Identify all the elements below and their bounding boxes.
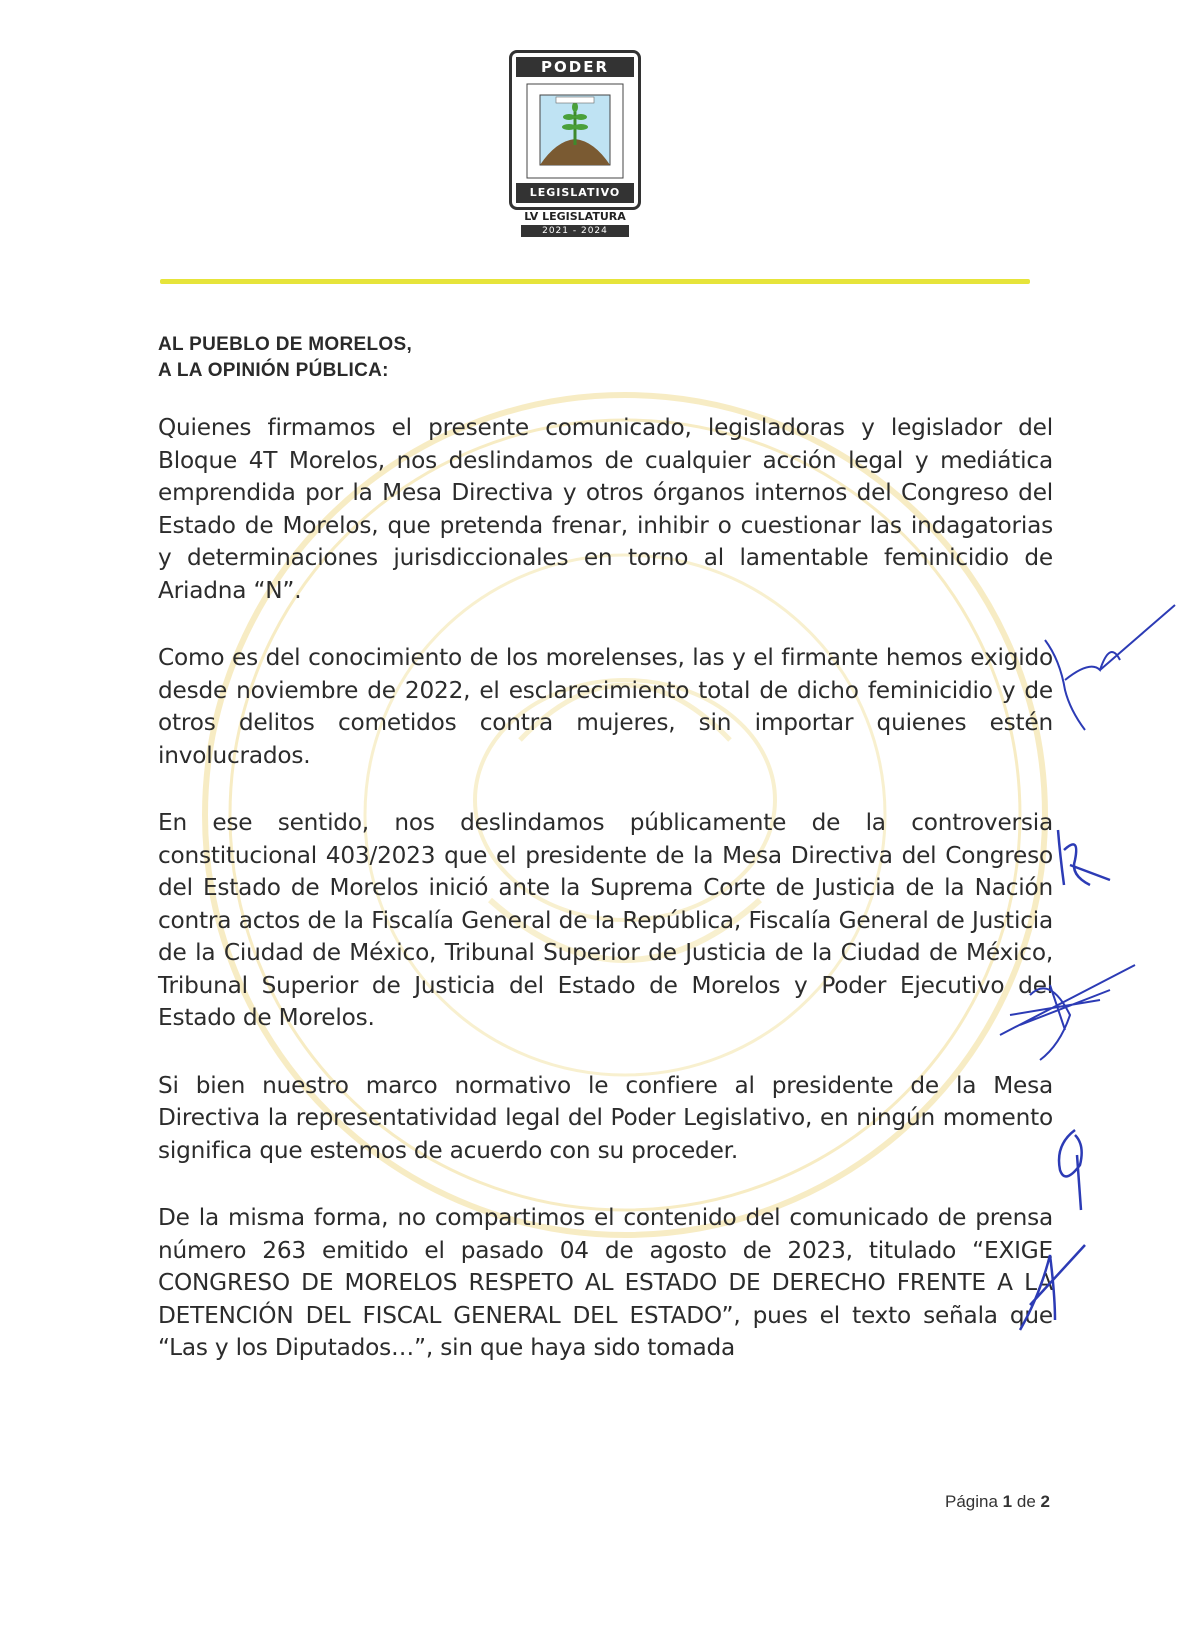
signature-5 bbox=[1010, 1235, 1090, 1335]
paragraph-5: De la misma forma, no compartimos el contenido del comunicado de prensa número 263 emitido el pasado 04 de agosto de 2023, titulado “EXIGE CONGRESO DE MORELOS RESPETO AL ESTADO DE DERECHO FRENTE A LA DETENCIÓN DEL FISCAL GENERAL DEL ESTADO”, pues el texto señala que “Las y los Diputados…”, sin que haya sido tomada bbox=[158, 1204, 1053, 1361]
logo-bottom-label: LEGISLATIVO bbox=[516, 183, 634, 203]
paragraph-1: Quienes firmamos el presente comunicado, legisladoras y legislador del Bloque 4T Morelos, nos deslindamos de cualquier acción legal y mediática emprendida por la Mesa Directiva y otros órganos internos del Congreso del Estado de Morelos, que pretenda frenar, inhibir o cuestionar las indagatorias y determinaciones jurisdiccionales en torno al lamentable feminicidio de Ariadna “N”. bbox=[158, 414, 1053, 604]
logo-top-label: PODER bbox=[516, 57, 634, 77]
paragraph-4: Si bien nuestro marco normativo le confiere al presidente de la Mesa Directiva la representatividad legal del Poder Legislativo, en ningún momento significa que estemos de acuerdo con su proceder. bbox=[158, 1071, 1053, 1164]
legislature-label: LV LEGISLATURA bbox=[524, 210, 626, 223]
logo-seal-icon bbox=[526, 83, 624, 179]
paragraph-3: En ese sentido, nos deslindamos públicamente de la controversia constitucional 403/2023 que el presidente de la Mesa Directiva del Congreso del Estado de Morelos inició ante la Suprema Corte de Justicia de la Nación contra actos de la Fiscalía General de la República, Fiscalía General de Justicia de la Ciudad de México, Tribunal Superior de Justicia de la Ciudad de México, Tribunal Superior de Justicia del Estado de Morelos y Poder Ejecutivo del Estado de Morelos. bbox=[158, 809, 1053, 1031]
page-of: de bbox=[1016, 1492, 1036, 1511]
signature-2 bbox=[1050, 825, 1120, 895]
legislature-years: 2021 - 2024 bbox=[521, 225, 629, 237]
salutation bbox=[158, 332, 412, 384]
poder-legislativo-logo bbox=[509, 50, 641, 238]
logo-frame bbox=[509, 50, 641, 210]
salutation-line-1: AL PUEBLO DE MORELOS, bbox=[158, 334, 413, 355]
page-number bbox=[945, 1492, 1050, 1512]
page-total: 2 bbox=[1040, 1492, 1050, 1511]
salutation-line-2: A LA OPINIÓN PÚBLICA: bbox=[158, 360, 389, 381]
page-current: 1 bbox=[1002, 1492, 1013, 1511]
signature-4 bbox=[1045, 1125, 1095, 1215]
letter-body bbox=[158, 412, 1053, 1400]
signature-3 bbox=[990, 955, 1140, 1065]
page-label: Página bbox=[945, 1492, 998, 1511]
header-divider bbox=[160, 279, 1030, 284]
paragraph-2: Como es del conocimiento de los morelenses, las y el firmante hemos exigido desde noviembre de 2022, el esclarecimiento total de dicho feminicidio y de otros delitos cometidos contra mujeres, sin importar quienes estén involucrados. bbox=[158, 644, 1053, 769]
signature-1 bbox=[1040, 600, 1180, 740]
